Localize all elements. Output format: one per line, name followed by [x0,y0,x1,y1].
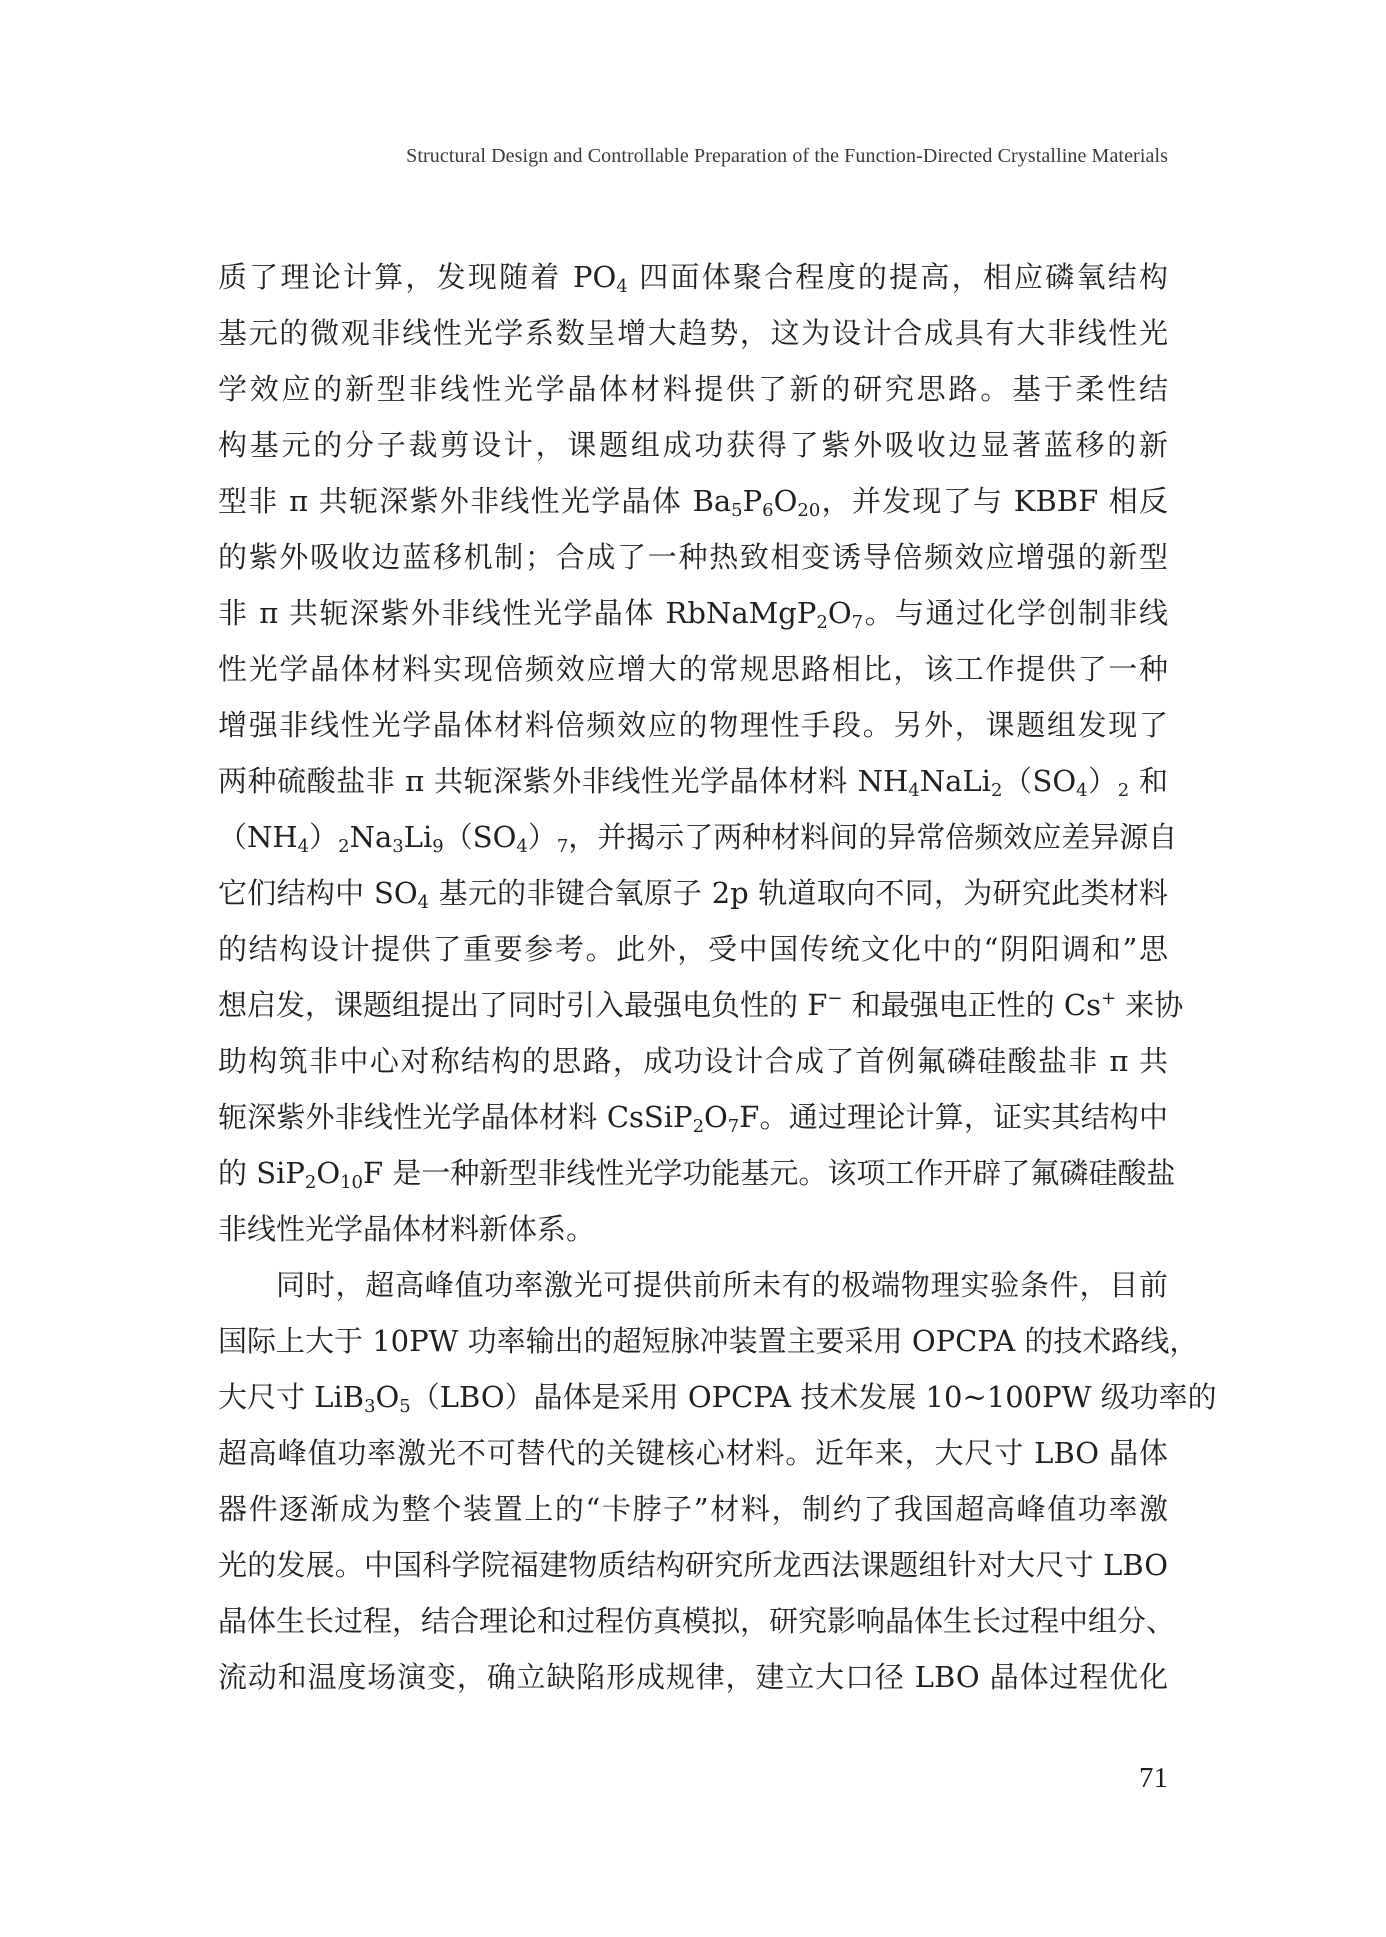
text-line: 的 $SiP_2O_{10}F$ 是一种新型非线性光学功能基元。该项工作开辟了氟磷硅酸盐 [218,1156,1176,1193]
text-line: 两种硫酸盐非 π 共轭深紫外非线性光学晶体材料 $NH_4NaLi_2(SO_4)_2$ 和 [218,764,1168,801]
text-line: 的结构设计提供了重要参考。此外，受中国传统文化中的“阴阳调和”思 [218,932,1168,966]
body-text [218,249,1217,1705]
text-line: 助构筑非中心对称结构的思路，成功设计合成了首例氟磷硅酸盐非 π 共 [218,1044,1168,1078]
text-line: 构基元的分子裁剪设计，课题组成功获得了紫外吸收边显著蓝移的新 [218,428,1168,462]
text-line: 晶体生长过程，结合理论和过程仿真模拟，研究影响晶体生长过程中组分、 [218,1604,1176,1638]
text-line: 非线性光学晶体材料新体系。 [218,1212,596,1246]
text-line: 性光学晶体材料实现倍频效应增大的常规思路相比，该工作提供了一种 [218,652,1168,686]
text-line: 器件逐渐成为整个装置上的“卡脖子”材料，制约了我国超高峰值功率激 [218,1492,1168,1526]
text-line: 型非 π 共轭深紫外非线性光学晶体 $Ba_5P_6O_{20}$，并发现了与 KBBF 相反 [218,484,1168,521]
text-line: 轭深紫外非线性光学晶体材料 $CsSiP_2O_7F$。通过理论计算，证实其结构中 [218,1100,1168,1137]
text-line: $(NH_4)_2Na_3Li_9(SO_4)_7$，并揭示了两种材料间的异常倍频效应差异源自 [218,820,1178,857]
text-line: 基元的微观非线性光学系数呈增大趋势，这为设计合成具有大非线性光 [218,316,1168,350]
text-line: 光的发展。中国科学院福建物质结构研究所龙西法课题组针对大尺寸 LBO [218,1548,1168,1582]
text-line: 国际上大于 10PW 功率输出的超短脉冲装置主要采用 OPCPA 的技术路线， [218,1324,1199,1358]
page-number: 71 [1139,1762,1168,1794]
text-line: 大尺寸 $LiB_3O_5(LBO)$晶体是采用 OPCPA 技术发展 10~100PW 级功率的 [218,1380,1217,1417]
text-line: 想启发，课题组提出了同时引入最强电负性的 F− 和最强电正性的 Cs+ 来协 [218,988,1184,1022]
text-line: 增强非线性光学晶体材料倍频效应的物理性手段。另外，课题组发现了 [218,708,1168,742]
text-line: 流动和温度场演变，确立缺陷形成规律，建立大口径 LBO 晶体过程优化 [218,1660,1168,1694]
text-line: 学效应的新型非线性光学晶体材料提供了新的研究思路。基于柔性结 [218,372,1168,406]
running-header: Structural Design and Controllable Preparation of the Function-Directed Crystalline Materials [406,145,1168,167]
text-line: 它们结构中 $SO_4$ 基元的非键合氧原子 2p 轨道取向不同，为研究此类材料 [218,876,1168,913]
text-line: 的紫外吸收边蓝移机制；合成了一种热致相变诱导倍频效应增强的新型 [218,540,1168,574]
text-line: 非 π 共轭深紫外非线性光学晶体 $RbNaMgP_2O_7$。与通过化学创制非线 [218,596,1168,633]
text-line: 同时，超高峰值功率激光可提供前所未有的极端物理实验条件，目前 [276,1268,1168,1302]
text-line: 质了理论计算，发现随着 $PO_4$ 四面体聚合程度的提高，相应磷氧结构 [218,260,1168,297]
text-line: 超高峰值功率激光不可替代的关键核心材料。近年来，大尺寸 LBO 晶体 [218,1436,1168,1470]
